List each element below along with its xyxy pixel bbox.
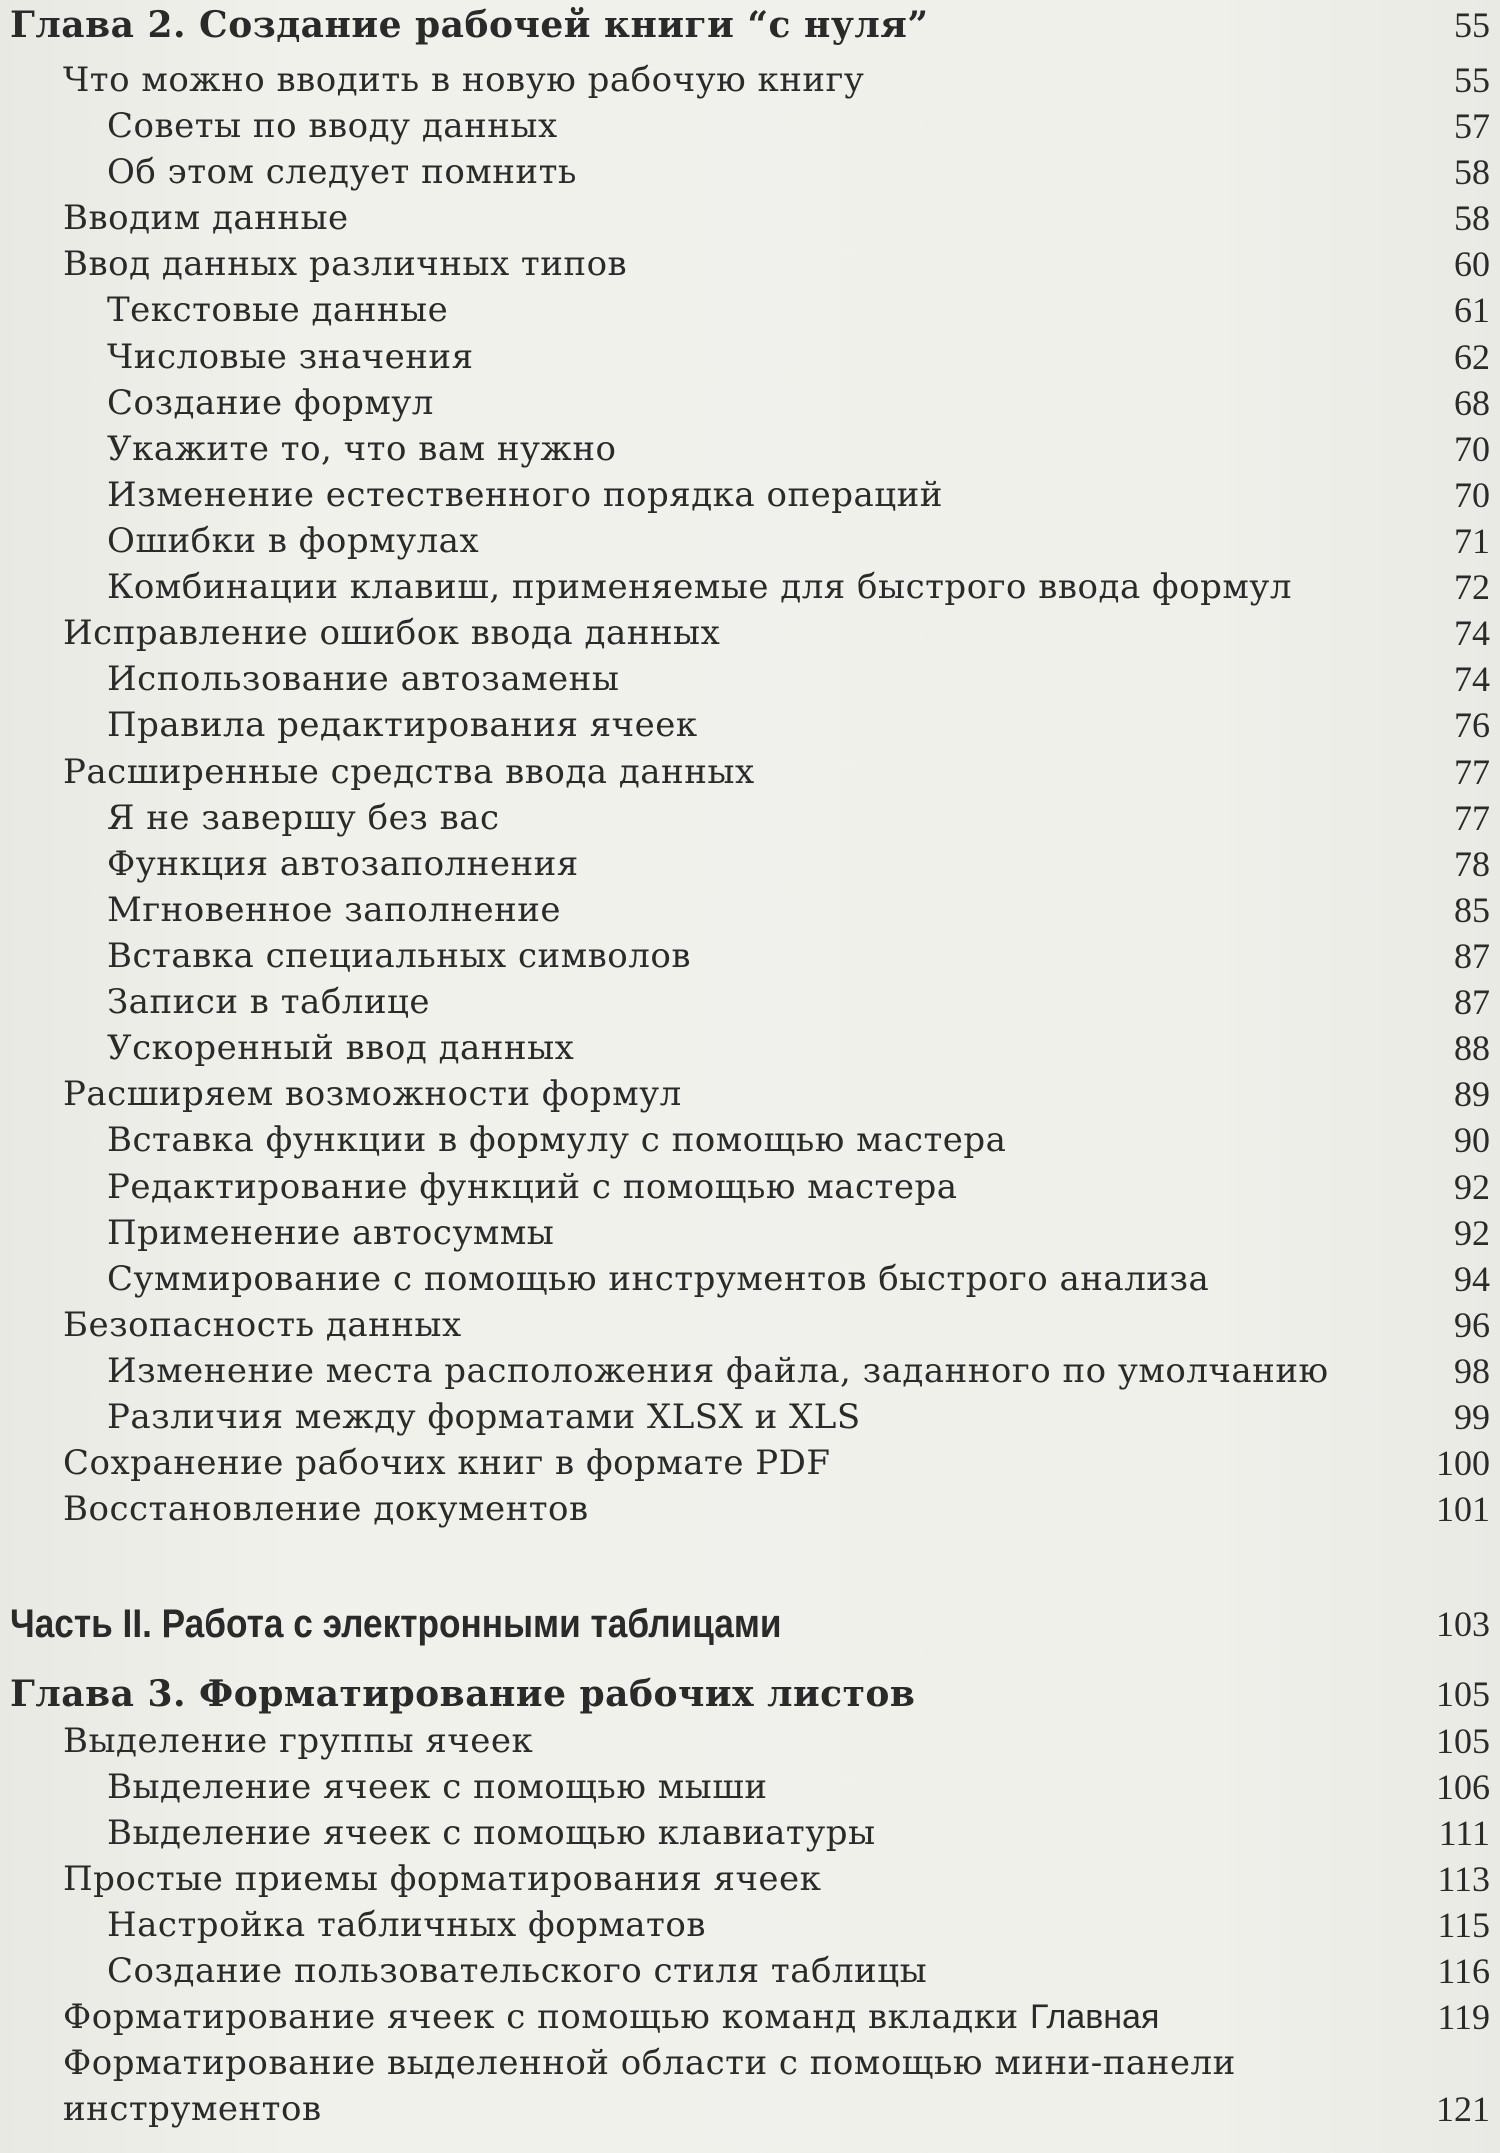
toc-page-number: 88 [1454, 1028, 1490, 1068]
toc-entry-title: Выделение ячеек с помощью мыши [107, 1767, 768, 1807]
toc-entry-title: Сохранение рабочих книг в формате PDF [63, 1443, 831, 1483]
toc-entry [0, 426, 1500, 472]
toc-entry [0, 57, 1500, 103]
toc-page-number: 55 [1454, 5, 1490, 45]
toc-entry [0, 2040, 1500, 2086]
toc-entry-title: Настройка табличных форматов [107, 1905, 706, 1945]
toc-chapter-heading [0, 1671, 1500, 1717]
toc-page-number: 74 [1454, 659, 1490, 699]
toc-entry-title: Глава 3. Форматирование рабочих листов [10, 1673, 916, 1715]
toc-entry [0, 241, 1500, 287]
toc-entry [0, 1994, 1500, 2040]
toc-entry [0, 380, 1500, 426]
toc-entry [0, 887, 1500, 933]
toc-entry [0, 287, 1500, 333]
toc-page-number: 113 [1437, 1859, 1490, 1899]
toc-page-number: 55 [1454, 60, 1490, 100]
toc-entry-title: Создание формул [107, 383, 434, 423]
toc-page-number: 99 [1454, 1397, 1490, 1437]
toc-page-number: 85 [1454, 890, 1490, 930]
toc-page-number: 92 [1454, 1167, 1490, 1207]
toc-entry [0, 610, 1500, 656]
toc-page-number: 77 [1454, 798, 1490, 838]
toc-entry-title: Расширяем возможности формул [63, 1074, 682, 1114]
toc-page-number: 105 [1436, 1674, 1490, 1714]
toc-page-number: 70 [1454, 429, 1490, 469]
toc-entry [0, 195, 1500, 241]
toc-entry [0, 1948, 1500, 1994]
toc-entry-title: Выделение группы ячеек [63, 1721, 534, 1761]
toc-entry-title: Глава 2. Создание рабочей книги “с нуля” [10, 4, 929, 46]
toc-page-number: 100 [1436, 1443, 1490, 1483]
toc-page-number: 60 [1454, 244, 1490, 284]
toc-entry-title: Редактирование функций с помощью мастера [107, 1167, 958, 1207]
toc-entry [0, 979, 1500, 1025]
toc-entry [0, 1902, 1500, 1948]
toc-entry-title: Комбинации клавиш, применяемые для быстрого ввода формул [107, 567, 1292, 607]
toc-entry-title-tab-name: Главная [1029, 1998, 1160, 2036]
toc-page-number: 92 [1454, 1213, 1490, 1253]
toc-page-number: 70 [1454, 475, 1490, 515]
toc-entry-title: Простые приемы форматирования ячеек [63, 1859, 822, 1899]
toc-entry [0, 1718, 1500, 1764]
toc-entry [0, 1810, 1500, 1856]
toc-entry-title: Расширенные средства ввода данных [63, 752, 755, 792]
toc-entry-title: Записи в таблице [107, 982, 431, 1022]
toc-entry [0, 1486, 1500, 1532]
toc-page-number: 94 [1454, 1259, 1490, 1299]
toc-entry-title: Укажите то, что вам нужно [107, 429, 617, 469]
toc-page-number: 68 [1454, 383, 1490, 423]
toc-entry-title: инструментов [63, 2089, 322, 2129]
toc-entry [0, 702, 1500, 748]
toc-entry [0, 1348, 1500, 1394]
toc-entry [0, 1210, 1500, 1256]
toc-entry-title: Изменение естественного порядка операций [107, 475, 943, 515]
toc-entry-title: Мгновенное заполнение [107, 890, 562, 930]
toc-entry [0, 1164, 1500, 1210]
toc-entry [0, 103, 1500, 149]
toc-entry-title: Числовые значения [107, 337, 474, 377]
toc-entry [0, 518, 1500, 564]
toc-entry [0, 841, 1500, 887]
toc-entry [0, 564, 1500, 610]
toc-entry-title: Исправление ошибок ввода данных [63, 613, 721, 653]
toc-part-heading [0, 1601, 1500, 1647]
toc-page-number: 87 [1454, 982, 1490, 1022]
toc-page-number: 71 [1454, 521, 1490, 561]
toc-entry [0, 1117, 1500, 1163]
toc-entry [0, 1302, 1500, 1348]
toc-entry-title: Ошибки в формулах [107, 521, 480, 561]
toc-entry-title: Часть II. Работа с электронными таблицами [10, 1602, 782, 1646]
toc-page-number: 57 [1454, 106, 1490, 146]
toc-entry-title: Ввод данных различных типов [63, 244, 628, 284]
toc-entry-title: Различия между форматами XLSX и XLS [107, 1397, 861, 1437]
toc-page-number: 90 [1454, 1120, 1490, 1160]
toc-page-number: 103 [1436, 1604, 1490, 1644]
toc-entry-title: Форматирование ячеек с помощью команд вкладки Главная [63, 1997, 1160, 2037]
toc-entry [0, 1025, 1500, 1071]
toc-entry [0, 933, 1500, 979]
toc-page-number: 77 [1454, 752, 1490, 792]
toc-page-number: 62 [1454, 337, 1490, 377]
toc-page-number: 96 [1454, 1305, 1490, 1345]
toc-entry-title: Ускоренный ввод данных [107, 1028, 575, 1068]
toc-page-number: 121 [1436, 2089, 1490, 2129]
toc-entry-title: Восстановление документов [63, 1489, 589, 1529]
toc-page-number: 105 [1436, 1721, 1490, 1761]
toc-entry [0, 149, 1500, 195]
toc-entry [0, 334, 1500, 380]
toc-page-number: 101 [1436, 1489, 1490, 1529]
toc-page-number: 74 [1454, 613, 1490, 653]
toc-entry [0, 1764, 1500, 1810]
toc-page-number: 72 [1454, 567, 1490, 607]
toc-page-number: 98 [1454, 1351, 1490, 1391]
toc-entry [0, 1071, 1500, 1117]
toc-page-number: 58 [1454, 198, 1490, 238]
toc-entry-title: Вставка специальных символов [107, 936, 691, 976]
toc-entry-title: Вводим данные [63, 198, 349, 238]
toc-entry-title: Использование автозамены [107, 659, 620, 699]
toc-entry-title: Суммирование с помощью инструментов быстрого анализа [107, 1259, 1210, 1299]
toc-page-number: 115 [1437, 1905, 1490, 1945]
toc-entry-title: Применение автосуммы [107, 1213, 555, 1253]
toc-entry-title: Форматирование выделенной области с помощью мини-панели [63, 2043, 1236, 2083]
toc-entry-title: Вставка функции в формулу с помощью мастера [107, 1120, 1007, 1160]
toc-entry [0, 795, 1500, 841]
toc-page-number: 76 [1454, 705, 1490, 745]
toc-entry [0, 1394, 1500, 1440]
toc-entry-title: Текстовые данные [107, 290, 449, 330]
toc-entry [0, 1440, 1500, 1486]
toc-page-number: 61 [1454, 290, 1490, 330]
toc-entry [0, 749, 1500, 795]
toc-entry [0, 1256, 1500, 1302]
toc-entry-title: Об этом следует помнить [107, 152, 577, 192]
toc-page-number: 106 [1436, 1767, 1490, 1807]
toc-entry-title: Создание пользовательского стиля таблицы [107, 1951, 928, 1991]
toc-entry [0, 472, 1500, 518]
toc-entry-title: Я не завершу без вас [107, 798, 500, 838]
toc-page-number: 87 [1454, 936, 1490, 976]
toc-page-number: 58 [1454, 152, 1490, 192]
toc-entry-title: Выделение ячеек с помощью клавиатуры [107, 1813, 876, 1853]
toc-entry-title: Безопасность данных [63, 1305, 462, 1345]
toc-entry-title: Изменение места расположения файла, заданного по умолчанию [107, 1351, 1329, 1391]
toc-page-number: 119 [1437, 1997, 1490, 2037]
toc-page-number: 111 [1438, 1813, 1490, 1853]
toc-entry-title: Правила редактирования ячеек [107, 705, 698, 745]
toc-entry-title: Советы по вводу данных [107, 106, 558, 146]
toc-entry [0, 1856, 1500, 1902]
toc-chapter-heading [0, 2, 1500, 48]
toc-entry [0, 656, 1500, 702]
toc-entry-title: Функция автозаполнения [107, 844, 579, 884]
toc-page-number: 116 [1437, 1951, 1490, 1991]
toc-entry-title: Что можно вводить в новую рабочую книгу [63, 60, 865, 100]
toc-page-number: 78 [1454, 844, 1490, 884]
toc-entry [0, 2086, 1500, 2132]
toc-page-number: 89 [1454, 1074, 1490, 1114]
